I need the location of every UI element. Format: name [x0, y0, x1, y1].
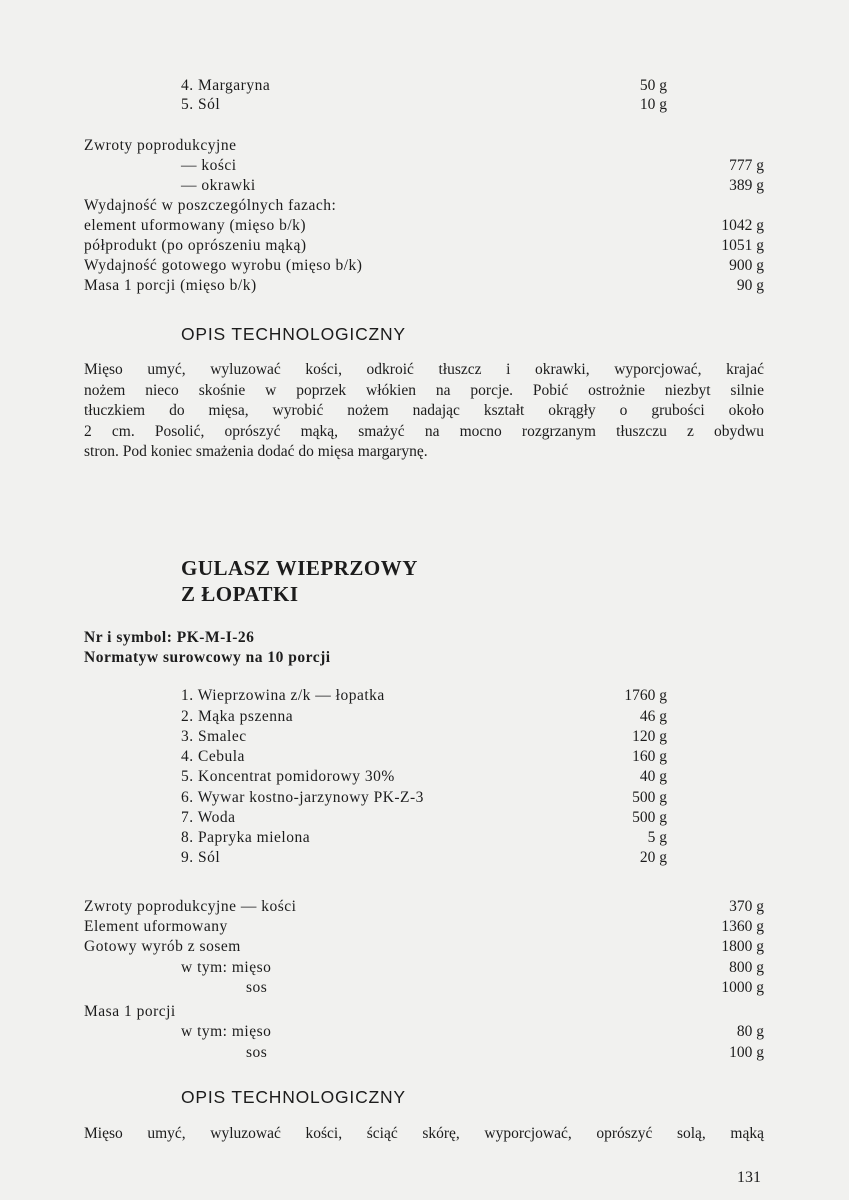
description-line: stron. Pod koniec smażenia dodać do mięsa margarynę. — [84, 443, 428, 460]
product-sauce-label: sos — [246, 979, 268, 996]
yield-label: Wydajność gotowego wyrobu (mięso b/k) — [84, 257, 363, 274]
returns-qty: 777 g — [729, 157, 764, 174]
ingredient-qty: 500 g — [632, 809, 667, 826]
description-paragraph — [84, 360, 764, 463]
description-heading: OPIS TECHNOLOGICZNY — [181, 1087, 406, 1107]
returns-qty: 370 g — [729, 898, 764, 915]
yield-qty: 1042 g — [721, 217, 764, 234]
product-qty: 1800 g — [721, 938, 764, 955]
returns-label: Zwroty poprodukcyjne — kości — [84, 898, 297, 915]
description-line: 2 cm. Posolić, oprószyć mąką, smażyć na mocno rozgrzanym tłuszczu z obydwu — [84, 422, 764, 440]
ingredient-qty: 120 g — [632, 728, 667, 745]
ingredient-label: 9. Sól — [181, 849, 221, 866]
portion-label: Masa 1 porcji — [84, 1003, 176, 1020]
ingredient-qty: 10 g — [639, 96, 667, 113]
recipe-title-line2: Z ŁOPATKI — [181, 582, 299, 606]
portion-meat-label: w tym: mięso — [181, 1023, 272, 1040]
description-line: Mięso umyć, wyluzować kości, odkroić tłuszcz i okrawki, wyporcjować, krajać — [84, 361, 764, 378]
ingredient-qty: 500 g — [632, 789, 667, 806]
element-label: Element uformowany — [84, 918, 228, 935]
yield-qty: 900 g — [729, 257, 764, 274]
ingredient-qty: 5 g — [647, 829, 667, 846]
ingredient-qty: 20 g — [639, 849, 667, 866]
portion-sauce-qty: 100 g — [729, 1044, 764, 1061]
ingredient-label: 6. Wywar kostno-jarzynowy PK-Z-3 — [181, 789, 424, 806]
ingredient-label: 8. Papryka mielona — [181, 829, 311, 846]
description-line: nożem nieco skośnie w poprzek włókien na porcje. Pobić ostrożnie niezbyt silnie — [84, 381, 764, 399]
yield-label: Masa 1 porcji (mięso b/k) — [84, 277, 257, 294]
ingredient-label: 3. Smalec — [181, 728, 247, 745]
ingredient-label: 4. Margaryna — [181, 77, 271, 94]
returns-label: — kości — [181, 157, 237, 174]
ingredient-label: 5. Sól — [181, 96, 221, 113]
description-line: tłuczkiem do mięsa, wyrobić nożem nadając kształt okrągły o grubości około — [84, 402, 764, 419]
recipe-symbol: Nr i symbol: PK-M-I-26 — [84, 629, 255, 646]
element-qty: 1360 g — [721, 918, 764, 935]
ingredient-label: 2. Mąka pszenna — [181, 708, 294, 725]
product-label: Gotowy wyrób z sosem — [84, 938, 241, 955]
yield-header: Wydajność w poszczególnych fazach: — [84, 197, 337, 214]
ingredient-label: 4. Cebula — [181, 748, 245, 765]
product-meat-qty: 800 g — [729, 959, 764, 976]
yield-label: półprodukt (po oprószeniu mąką) — [84, 237, 307, 254]
description-line: Mięso umyć, wyluzować kości, ściąć skórę, wyporcjować, oprószyć solą, mąką — [84, 1125, 764, 1142]
returns-header: Zwroty poprodukcyjne — [84, 137, 237, 154]
returns-label: — okrawki — [181, 177, 256, 194]
ingredient-qty: 40 g — [639, 768, 667, 785]
description-heading: OPIS TECHNOLOGICZNY — [181, 324, 406, 344]
yield-qty: 1051 g — [721, 237, 764, 254]
portion-meat-qty: 80 g — [736, 1023, 764, 1040]
yield-label: element uformowany (mięso b/k) — [84, 217, 307, 234]
ingredient-qty: 160 g — [632, 748, 667, 765]
ingredient-label: 5. Koncentrat pomidorowy 30% — [181, 768, 395, 785]
returns-qty: 389 g — [729, 177, 764, 194]
ingredient-qty: 50 g — [639, 77, 667, 94]
ingredient-label: 1. Wieprzowina z/k — łopatka — [181, 687, 385, 704]
product-meat-label: w tym: mięso — [181, 959, 272, 976]
ingredient-label: 7. Woda — [181, 809, 236, 826]
recipe-normative: Normatyw surowcowy na 10 porcji — [84, 649, 331, 666]
recipe-title-line1: GULASZ WIEPRZOWY — [181, 556, 418, 580]
ingredient-qty: 46 g — [639, 708, 667, 725]
page-number: 131 — [737, 1169, 761, 1186]
ingredient-qty: 1760 g — [624, 687, 667, 704]
portion-sauce-label: sos — [246, 1044, 268, 1061]
description-paragraph — [84, 1124, 764, 1145]
yield-qty: 90 g — [736, 277, 764, 294]
product-sauce-qty: 1000 g — [721, 979, 764, 996]
